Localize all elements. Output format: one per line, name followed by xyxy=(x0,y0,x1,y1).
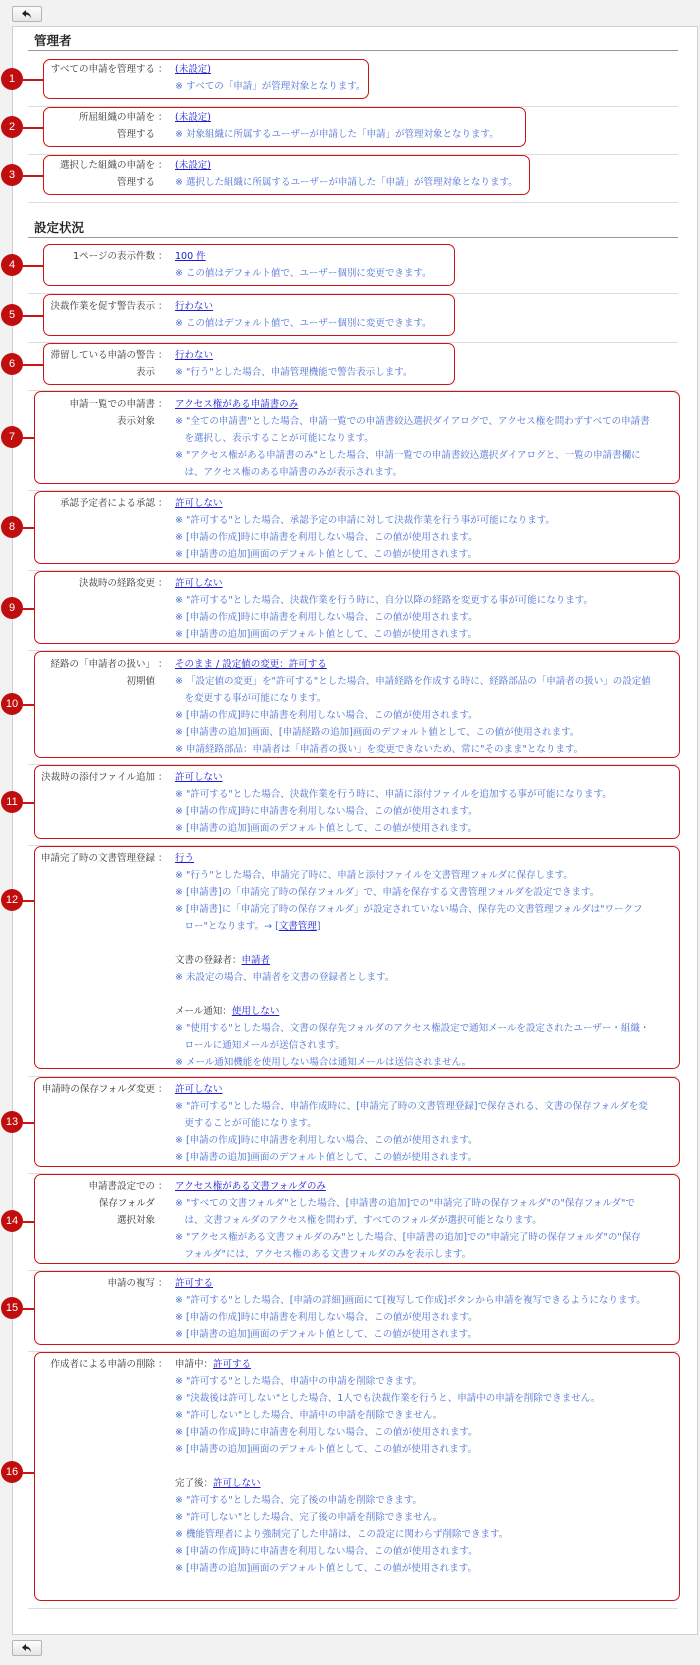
colon: ： xyxy=(158,1084,168,1095)
connector xyxy=(22,175,44,177)
connector xyxy=(22,127,44,129)
note: ※ [申請書]に「申請完了時の保存フォルダ」が設定されていない場合、保存先の文書管理フォルダは"ワークフ xyxy=(175,904,643,915)
section-title-settings: 設定状況 xyxy=(34,220,85,235)
connector xyxy=(22,900,35,902)
note: フォルダ"には、アクセス権のある文書フォルダのみを表示します。 xyxy=(175,1249,472,1260)
completed-row: 完了後：許可しない xyxy=(175,1478,261,1489)
note: ※ [申請の作成]時に申請書を利用しない場合、この値が使用されます。 xyxy=(175,532,478,543)
connector xyxy=(22,608,35,610)
colon: ： xyxy=(158,1181,168,1192)
setting-value-link[interactable]: (未設定) xyxy=(175,160,211,171)
setting-value-link[interactable]: (未設定) xyxy=(175,64,211,75)
setting-value-link[interactable]: 許可しない xyxy=(175,772,223,783)
note: ※ [申請書の追加]画面のデフォルト値として、この値が使用されます。 xyxy=(175,1444,477,1455)
document-management-link[interactable]: 文書管理 xyxy=(278,921,317,932)
setting-label: すべての申請を管理する xyxy=(50,64,155,75)
note: ※ [申請書の追加]画面、[申請経路の追加]画面のデフォルト値として、この値が使用されます。 xyxy=(175,727,580,738)
callout-badge: 1 xyxy=(1,68,23,90)
colon: ： xyxy=(158,251,168,262)
callout-badge: 16 xyxy=(1,1461,23,1483)
setting-label-cont: 表示対象 xyxy=(116,416,155,427)
colon: ： xyxy=(158,64,168,75)
note: ※ "行う"とした場合、申請管理機能で警告表示します。 xyxy=(175,367,413,378)
note: ※ "許可する"とした場合、決裁作業を行う時に、申請に添付ファイルを追加する事が可能になります。 xyxy=(175,789,612,800)
colon: ： xyxy=(158,772,168,783)
section-title-admin: 管理者 xyxy=(34,33,72,48)
note: ※ "行う"とした場合、申請完了時に、申請と添付ファイルを文書管理フォルダに保存します。 xyxy=(175,870,573,881)
setting-label: 選択した組織の申請を xyxy=(59,160,155,171)
callout-badge: 15 xyxy=(1,1297,23,1319)
note: ※ "許可しない"とした場合、申請中の申請を削除できません。 xyxy=(175,1410,443,1421)
connector xyxy=(22,802,35,804)
note: ※ [申請の作成]時に申請書を利用しない場合、この値が使用されます。 xyxy=(175,1312,478,1323)
note: ※ 未設定の場合、申請者を文書の登録者とします。 xyxy=(175,972,395,983)
setting-label: 所屈組織の申請を xyxy=(78,112,155,123)
callout-badge: 9 xyxy=(1,597,23,619)
connector xyxy=(22,364,44,366)
divider xyxy=(28,1608,678,1609)
setting-label-cont: 選択対象 xyxy=(116,1215,155,1226)
note: ※ [申請の作成]時に申請書を利用しない場合、この値が使用されます。 xyxy=(175,612,478,623)
colon: ： xyxy=(158,659,168,670)
setting-label: 経路の「申請者の扱い」 xyxy=(50,659,155,670)
setting-label-cont: 管理する xyxy=(116,177,155,188)
mail-notification-row: メール通知：使用しない xyxy=(175,1006,280,1017)
note: は、アクセス権のある申請書のみが表示されます。 xyxy=(175,467,402,478)
setting-label: 申請完了時の文書管理登録 xyxy=(40,853,155,864)
connector xyxy=(22,704,35,706)
in-progress-row: 申請中：許可する xyxy=(175,1359,252,1370)
setting-label-cont: 表示 xyxy=(135,367,155,378)
callout-badge: 4 xyxy=(1,254,23,276)
note: ※ [申請書の追加]画面のデフォルト値として、この値が使用されます。 xyxy=(175,1152,477,1163)
setting-value-link[interactable]: 許可する xyxy=(175,1278,214,1289)
registrant-row: 文書の登録者：申請者 xyxy=(175,955,271,966)
colon: ： xyxy=(158,1359,168,1370)
note: ※ "決裁後は許可しない"とした場合、1人でも決裁作業を行うと、申請中の申請を削除できません。 xyxy=(175,1393,601,1404)
note: ※ 選択した組織に所属するユーザーが申請した「申請」が管理対象となります。 xyxy=(175,177,518,188)
divider xyxy=(28,202,678,203)
note: は、文書フォルダのアクセス権を問わず、すべてのフォルダが選択可能となります。 xyxy=(175,1215,542,1226)
note: ※ 対象組織に所属するユーザーが申請した「申請」が管理対象となります。 xyxy=(175,129,499,140)
callout-badge: 14 xyxy=(1,1210,23,1232)
connector xyxy=(22,315,44,317)
note: ※ "許可する"とした場合、承認予定の申請に対して決裁作業を行う事が可能になります。 xyxy=(175,515,555,526)
setting-label: 作成者による申請の削除 xyxy=(50,1359,155,1370)
connector xyxy=(22,1221,35,1223)
callout-badge: 10 xyxy=(1,693,23,715)
connector xyxy=(22,437,35,439)
back-arrow-icon xyxy=(22,10,32,19)
callout-badge: 12 xyxy=(1,889,23,911)
setting-value-link[interactable]: 行う xyxy=(175,853,195,864)
note: ※ "許可する"とした場合、申請作成時に、[申請完了時の文書管理登録]で保存される、文書の保存フォルダを変 xyxy=(175,1101,648,1112)
setting-label: 申請書設定での xyxy=(88,1181,155,1192)
setting-value-link[interactable]: 許可しない xyxy=(175,578,223,589)
note: ※ [申請書の追加]画面のデフォルト値として、この値が使用されます。 xyxy=(175,1329,477,1340)
callout-badge: 13 xyxy=(1,1111,23,1133)
note: ※ "アクセス権がある文書フォルダのみ"とした場合、[申請書の追加]での"申請完了時の保存フォルダ"の"保存 xyxy=(175,1232,641,1243)
setting-label: 決裁時の添付ファイル追加 xyxy=(41,772,155,783)
setting-value-link[interactable]: 行わない xyxy=(175,301,214,312)
setting-value-link[interactable]: 許可しない xyxy=(175,1084,223,1095)
callout-badge: 8 xyxy=(1,516,23,538)
note: を変更する事が可能になります。 xyxy=(175,693,327,704)
note: を選択し、表示することが可能になります。 xyxy=(175,433,374,444)
note: ※ "許可する"とした場合、決裁作業を行う時に、自分以降の経路を変更する事が可能になります。 xyxy=(175,595,593,606)
note: ロールに通知メールが送信されます。 xyxy=(175,1040,345,1051)
setting-value-link[interactable]: アクセス権がある文書フォルダのみ xyxy=(175,1181,326,1192)
note: ※ この値はデフォルト値で、ユーザー個別に変更できます。 xyxy=(175,318,432,329)
note: ※ [申請書の追加]画面のデフォルト値として、この値が使用されます。 xyxy=(175,549,477,560)
colon: ： xyxy=(158,578,168,589)
note: ※ 「設定値の変更」を"許可する"とした場合、申請経路を作成する時に、経路部品の「申請者の扱い」の設定値 xyxy=(175,676,651,687)
setting-label-cont: 初期値 xyxy=(126,676,155,687)
note: ※ "許可しない"とした場合、完了後の申請を削除できません。 xyxy=(175,1512,443,1523)
setting-label: 決裁時の経路変更 xyxy=(78,578,155,589)
connector xyxy=(22,1308,35,1310)
note: ※ [申請の作成]時に申請書を利用しない場合、この値が使用されます。 xyxy=(175,806,478,817)
note: ※ "全ての申請書"とした場合、申請一覧での申請書絞込選択ダイアログで、アクセス権を問わずすべての申請書 xyxy=(175,416,650,427)
setting-value-link[interactable]: 許可しない xyxy=(175,498,223,509)
note: ※ "許可する"とした場合、[申請の詳細]画面にて[複写して作成]ボタンから申請を複写できるようになります。 xyxy=(175,1295,646,1306)
connector xyxy=(22,1472,35,1474)
colon: ： xyxy=(158,160,168,171)
note: ロー"となります。→ [文書管理] xyxy=(175,921,321,932)
setting-label: 滞留している申請の警告 xyxy=(50,350,155,361)
connector xyxy=(22,527,35,529)
mail-notification-value-link[interactable]: 使用しない xyxy=(231,1006,280,1017)
divider xyxy=(28,50,678,51)
registrant-value-link[interactable]: 申請者 xyxy=(241,955,271,966)
note: ※ "許可する"とした場合、完了後の申請を削除できます。 xyxy=(175,1495,422,1506)
callout-badge: 7 xyxy=(1,426,23,448)
back-button[interactable] xyxy=(12,1640,42,1656)
note: 更することが可能になります。 xyxy=(175,1118,317,1129)
divider xyxy=(28,237,678,238)
callout-badge: 11 xyxy=(1,791,23,813)
completed-value-link[interactable]: 許可しない xyxy=(213,1478,261,1489)
note: ※ [申請書の追加]画面のデフォルト値として、この値が使用されます。 xyxy=(175,823,477,834)
setting-label: 承認予定者による承認 xyxy=(59,498,155,509)
note: ※ メール通知機能を使用しない場合は通知メールは送信されません。 xyxy=(175,1057,472,1068)
callout-badge: 2 xyxy=(1,116,23,138)
note: ※ "アクセス権がある申請書のみ"とした場合、申請一覧での申請書絞込選択ダイアログと、一覧の申請書欄に xyxy=(175,450,641,461)
note: ※ [申請書]の「申請完了時の保存フォルダ」で、申請を保存する文書管理フォルダを設定できます。 xyxy=(175,887,600,898)
setting-label: 決裁作業を促す警告表示 xyxy=(50,301,155,312)
note: ※ [申請の作成]時に申請書を利用しない場合、この値が使用されます。 xyxy=(175,710,478,721)
note: ※ "許可する"とした場合、申請中の申請を削除できます。 xyxy=(175,1376,422,1387)
setting-value-link[interactable]: 100 件 xyxy=(175,251,206,262)
setting-value-link[interactable]: そのまま / 設定値の変更：許可する xyxy=(175,659,327,670)
callout-badge: 6 xyxy=(1,353,23,375)
note: ※ [申請の作成]時に申請書を利用しない場合、この値が使用されます。 xyxy=(175,1427,478,1438)
colon: ： xyxy=(158,1278,168,1289)
colon: ： xyxy=(158,498,168,509)
setting-value-link[interactable]: アクセス権がある申請書のみ xyxy=(175,399,299,410)
connector xyxy=(22,79,44,81)
back-button[interactable] xyxy=(12,6,42,22)
colon: ： xyxy=(158,112,168,123)
connector xyxy=(22,265,44,267)
note: ※ [申請書の追加]画面のデフォルト値として、この値が使用されます。 xyxy=(175,1563,477,1574)
callout-badge: 5 xyxy=(1,304,23,326)
note: ※ [申請の作成]時に申請書を利用しない場合、この値が使用されます。 xyxy=(175,1546,478,1557)
setting-label-cont: 保存フォルダ xyxy=(98,1198,155,1209)
setting-label: 申請一覧での申請書 xyxy=(69,399,155,410)
colon: ： xyxy=(158,350,168,361)
setting-label: 申請の複写 xyxy=(107,1278,155,1289)
note: ※ [申請書の追加]画面のデフォルト値として、この値が使用されます。 xyxy=(175,629,477,640)
colon: ： xyxy=(158,853,168,864)
note: ※ "使用する"とした場合、文書の保存先フォルダのアクセス権設定で通知メールを設定されたユーザー・組織・ xyxy=(175,1023,650,1034)
note: ※ 申請経路部品：申請者は「申請者の扱い」を変更できないため、常に"そのまま"となります。 xyxy=(175,744,584,755)
setting-label-cont: 管理する xyxy=(116,129,155,140)
callout-badge: 3 xyxy=(1,164,23,186)
connector xyxy=(22,1122,35,1124)
note: ※ "すべての文書フォルダ"とした場合、[申請書の追加]での"申請完了時の保存フォルダ"の"保存フォルダ"で xyxy=(175,1198,635,1209)
note: ※ 機能管理者により強制完了した申請は、この設定に関わらず削除できます。 xyxy=(175,1529,509,1540)
in-progress-value-link[interactable]: 許可する xyxy=(213,1359,252,1370)
setting-label: 申請時の保存フォルダ変更 xyxy=(41,1084,155,1095)
note: ※ すべての「申請」が管理対象となります。 xyxy=(175,81,366,92)
colon: ： xyxy=(158,399,168,410)
setting-value-link[interactable]: (未設定) xyxy=(175,112,211,123)
colon: ： xyxy=(158,301,168,312)
setting-value-link[interactable]: 行わない xyxy=(175,350,214,361)
back-arrow-icon xyxy=(22,1644,32,1653)
setting-label: 1ページの表示件数 xyxy=(73,251,155,262)
note: ※ [申請の作成]時に申請書を利用しない場合、この値が使用されます。 xyxy=(175,1135,478,1146)
note: ※ この値はデフォルト値で、ユーザー個別に変更できます。 xyxy=(175,268,432,279)
